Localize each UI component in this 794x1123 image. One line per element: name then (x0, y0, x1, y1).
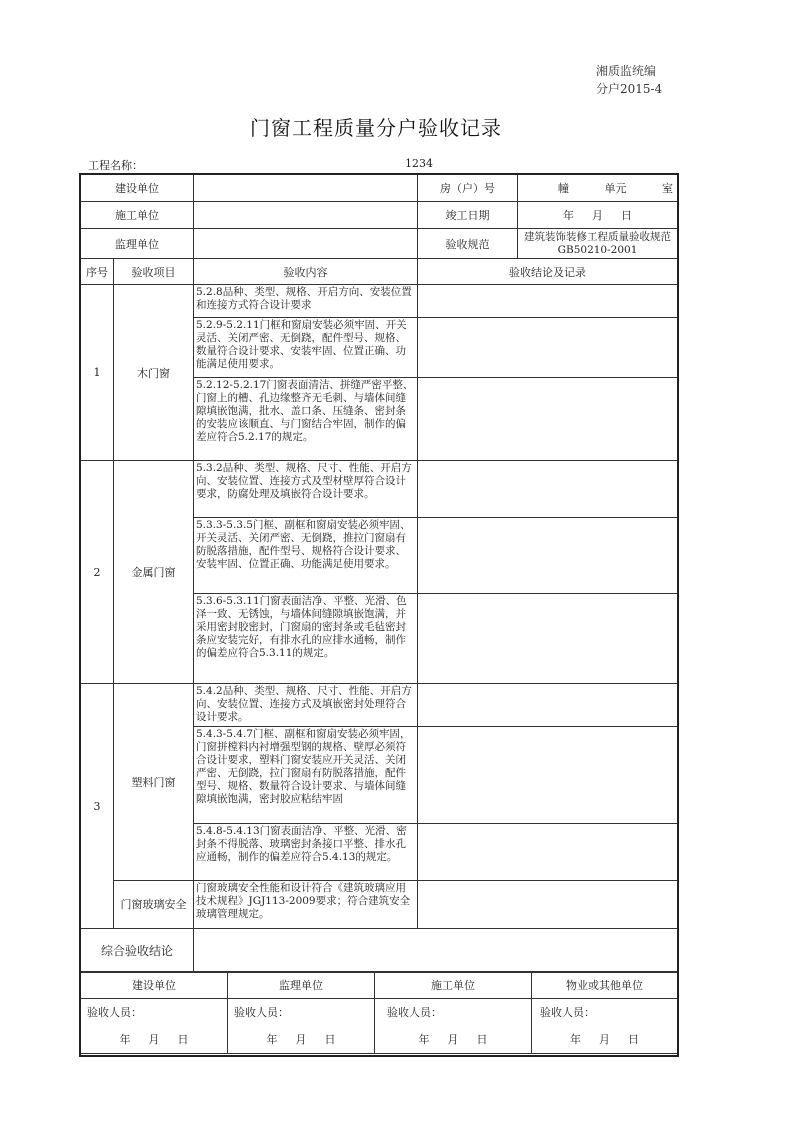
group-3-item: 塑料门窗 (114, 684, 194, 881)
group-3-content-3: 5.4.8-5.4.13门窗表面洁净、平整、光滑、密封条不得脱落、玻璃密封条接口平整、排水孔应通畅，制作的偏差应符合5.4.13的规定。 (194, 824, 418, 881)
group-3-result-3[interactable] (418, 824, 678, 881)
group-1-result-2[interactable] (418, 318, 678, 378)
group-1-content-1: 5.2.8品种、类型、规格、开启方向、安装位置和连接方式符合设计要求 (194, 285, 418, 318)
acceptance-table (80, 174, 678, 973)
col-seq: 序号 (81, 259, 114, 285)
standard-label: 验收规范 (418, 229, 518, 259)
room-building: 幢 (558, 182, 569, 195)
build-unit-field[interactable] (194, 175, 418, 202)
summary-label: 综合验收结论 (81, 929, 194, 973)
signoff-date-row (81, 1026, 678, 1054)
group-2-content-2: 5.3.3-5.3.5门框、副框和窗扇安装必须牢固、开关灵活、关闭严密、无倒跷，推拉门窗扇有防脱落措施，配件型号、规格符合设计要求、安装牢固、位置正确、功能满足使用要求。 (194, 518, 418, 594)
project-value[interactable]: 1234 (405, 157, 433, 170)
group-1-content-2: 5.2.9-5.2.11门框和窗扇安装必须牢固、开关灵活、关闭严密、无倒跷，配件型号、规格、数量符合设计要求、安装牢固、位置正确、功能满足使用要求。 (194, 318, 418, 378)
column-header-row (81, 259, 678, 285)
form-code-line2: 分户2015-4 (596, 82, 663, 96)
signoff-build-unit: 建设单位 (81, 972, 228, 999)
table-row (81, 881, 678, 929)
standard-value: 建筑装饰装修工程质量验收规范GB50210-2001 (518, 229, 678, 259)
group-2-result-3[interactable] (418, 594, 678, 684)
signoff-person-3[interactable]: 验收人员： (375, 999, 532, 1026)
signoff-date-1[interactable] (81, 1026, 228, 1054)
signoff-person-1[interactable]: 验收人员： (81, 999, 228, 1026)
form-code (596, 62, 662, 98)
group-3-content-2: 5.4.3-5.4.7门框、副框和窗扇安装必须牢固，门窗拼樘料内衬增强型钢的规格、壁厚必须符合设计要求，塑料门窗安装应开关灵活、关闭严密、无倒跷，拉门窗扇有防脱落措施，配件型号、规格、数量符合设计要求、与墙体间缝隙填嵌饱满，密封胶应粘结牢固 (194, 727, 418, 824)
supervise-unit-label: 监理单位 (81, 229, 194, 259)
col-item: 验收项目 (114, 259, 194, 285)
date-year: 年 (266, 1033, 278, 1047)
group-3-result-1[interactable] (418, 684, 678, 727)
info-row-supervise (81, 229, 678, 259)
col-content: 验收内容 (194, 259, 418, 285)
room-unit: 单元 (604, 182, 627, 195)
date-month: 月 (148, 1033, 160, 1047)
room-field[interactable] (518, 175, 678, 202)
group-1-result-1[interactable] (418, 285, 678, 318)
group-3-result-2[interactable] (418, 727, 678, 824)
date-day: 日 (177, 1033, 189, 1047)
signoff-person-2[interactable]: 验收人员： (228, 999, 375, 1026)
summary-field[interactable] (194, 929, 678, 973)
table-row (81, 285, 678, 318)
signoff-person-row (81, 999, 678, 1026)
signoff-supervise-unit: 监理单位 (228, 972, 375, 999)
group-2-result-2[interactable] (418, 518, 678, 594)
date-month: 月 (599, 1033, 610, 1047)
signoff-property-unit: 物业或其他单位 (532, 972, 678, 999)
group-1-item: 木门窗 (114, 285, 194, 461)
signoff-date-3[interactable] (375, 1026, 532, 1054)
date-year: 年 (119, 1033, 131, 1047)
date-month: 月 (447, 1033, 459, 1047)
completion-month: 月 (592, 209, 603, 222)
group-2-result-1[interactable] (418, 461, 678, 518)
build-unit-label: 建设单位 (81, 175, 194, 202)
glass-content: 门窗玻璃安全性能和设计符合《建筑玻璃应用技术规程》JGJ113-2009要求；符合建筑安全玻璃管理规定。 (194, 881, 418, 929)
group-1-content-3: 5.2.12-5.2.17门窗表面清洁、拼缝严密平整、门窗上的槽、孔边缘整齐无毛刺、与墙体间缝隙填嵌饱满，批水、盖口条、压缝条、密封条的安装应该顺直、与门窗结合牢固，制作的偏差应符合5.2.17的规定。 (194, 378, 418, 461)
info-row-build (81, 175, 678, 202)
group-1-seq: 1 (81, 285, 114, 461)
signoff-date-2[interactable] (228, 1026, 375, 1054)
table-row (81, 684, 678, 727)
date-day: 日 (476, 1033, 488, 1047)
construct-unit-label: 施工单位 (81, 202, 194, 229)
group-2-content-1: 5.3.2品种、类型、规格、尺寸、性能、开启方向、安装位置、连接方式及型材壁厚符合设计要求，防腐处理及填嵌符合设计要求。 (194, 461, 418, 518)
signoff-construct-unit: 施工单位 (375, 972, 532, 999)
group-2-item: 金属门窗 (114, 461, 194, 684)
date-day: 日 (324, 1033, 336, 1047)
group-3-content-1: 5.4.2品种、类型、规格、尺寸、性能、开启方向、安装位置、连接方式及填嵌密封处理符合设计要求。 (194, 684, 418, 727)
project-label: 工程名称： (88, 159, 143, 172)
signoff-person-4[interactable]: 验收人员： (532, 999, 678, 1026)
room-label: 房（户）号 (418, 175, 518, 202)
date-year: 年 (570, 1033, 581, 1047)
info-row-construct (81, 202, 678, 229)
page-title: 门窗工程质量分户验收记录 (250, 116, 502, 140)
date-month: 月 (295, 1033, 307, 1047)
glass-item: 门窗玻璃安全 (114, 881, 194, 929)
completion-date-field[interactable] (518, 202, 678, 229)
date-day: 日 (628, 1033, 639, 1047)
col-result: 验收结论及记录 (418, 259, 678, 285)
signoff-header-row (81, 972, 678, 999)
signoff-table (80, 971, 678, 1054)
construct-unit-field[interactable] (194, 202, 418, 229)
room-room: 室 (662, 182, 673, 195)
group-1-result-3[interactable] (418, 378, 678, 461)
completion-label: 竣工日期 (418, 202, 518, 229)
completion-year: 年 (563, 209, 574, 222)
group-2-content-3: 5.3.6-5.3.11门窗表面洁净、平整、光滑、色泽一致、无锈蚀，与墙体间缝隙填嵌饱满，并采用密封胶密封，门窗扇的密封条或毛毡密封条应安装完好，有排水孔的应排水通畅，制作的偏差应符合5.3.11的规定。 (194, 594, 418, 684)
glass-result[interactable] (418, 881, 678, 929)
completion-day: 日 (621, 209, 632, 222)
table-row (81, 461, 678, 518)
form-code-line1: 湘质监统编 (596, 64, 657, 78)
group-2-seq: 2 (81, 461, 114, 684)
date-year: 年 (418, 1033, 430, 1047)
signoff-date-4[interactable] (532, 1026, 678, 1054)
supervise-unit-field[interactable] (194, 229, 418, 259)
group-3-seq: 3 (81, 684, 114, 929)
summary-row (81, 929, 678, 973)
